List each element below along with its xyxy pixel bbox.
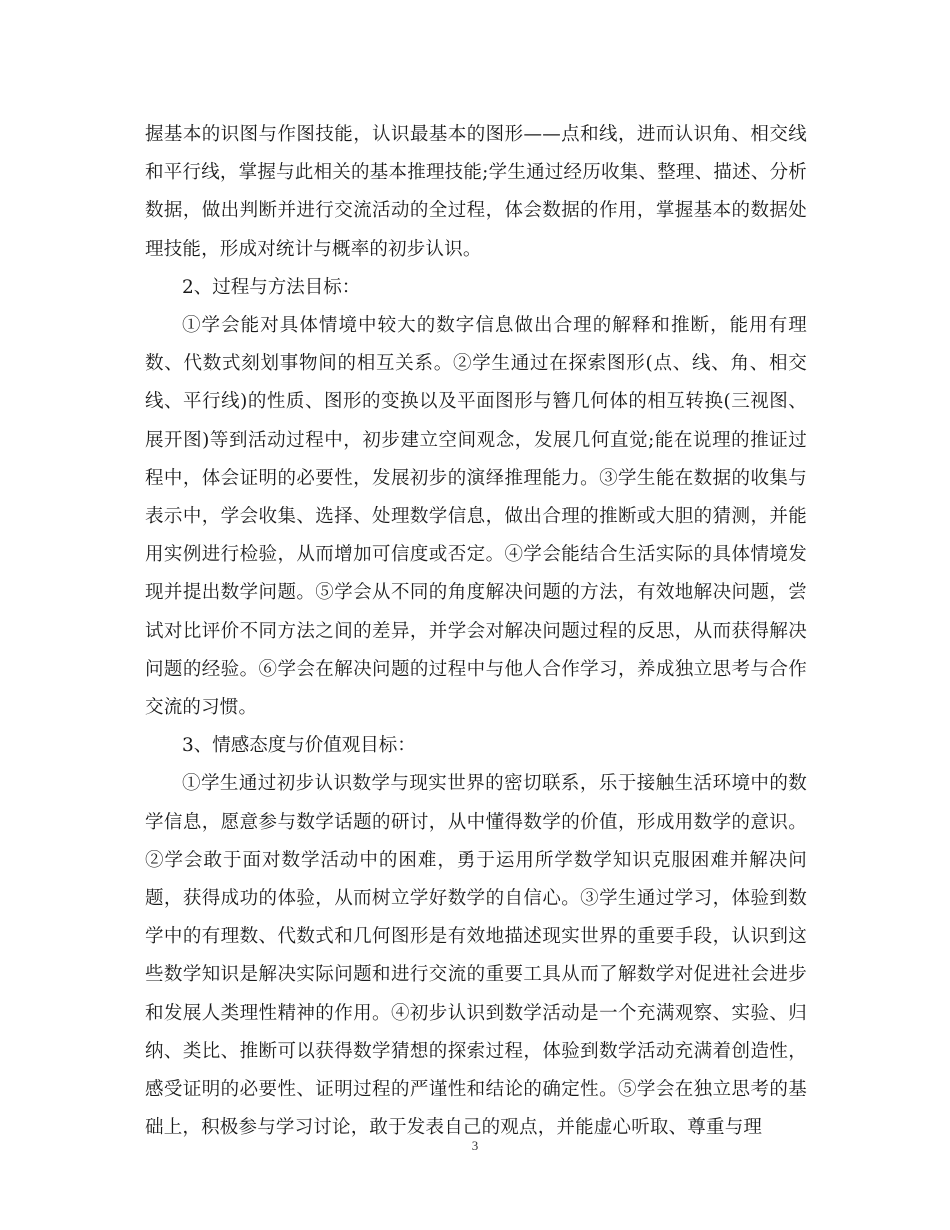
body-paragraph-3: ①学生通过初步认识数学与现实世界的密切联系，乐于接触生活环境中的数学信息，愿意参与数学话题的研讨，从中懂得数学的价值，形成用数学的意识。②学会敢于面对数学活动中的困难，勇于运用所学数学知识克服困难并解决问题，获得成功的体验，从而树立学好数学的自信心。③学生通过学习，体验到数学中的有理数、代数式和几何图形是有效地描述现实世界的重要手段，认识到这些数学知识是解决实际问题和进行交流的重要工具从而了解数学对促进社会进步和发展人类理性精神的作用。④初步认识到数学活动是一个充满观察、实验、归纳、类比、推断可以获得数学猜想的探索过程，体验到数学活动充满着创造性，感受证明的必要性、证明过程的严谨性和结论的确定性。⑤学会在独立思考的基础上，积极参与学习讨论，敢于发表自己的观点，并能虚心听取、尊重与理 [145,773,807,1139]
document-page [145,116,807,1147]
page-number: 3 [471,1138,479,1153]
body-paragraph-1: 握基本的识图与作图技能，认识最基本的图形——点和线，进而认识角、相交线和平行线，掌握与此相关的基本推理技能;学生通过经历收集、整理、描述、分析数据，做出判断并进行交流活动的全过程，体会数据的作用，掌握基本的数据处理技能，形成对统计与概率的初步认识。 [145,124,807,260]
section-heading-emotion-values: 3、情感态度与价值观目标： [182,735,416,757]
section-heading-process-methods: 2、过程与方法目标： [182,276,361,298]
body-paragraph-2: ①学会能对具体情境中较大的数字信息做出合理的解释和推断，能用有理数、代数式刻划事物间的相互关系。②学生通过在探索图形(点、线、角、相交线、平行线)的性质、图形的变换以及平面图形与簪几何体的相互转换(三视图、展开图)等到活动过程中，初步建立空间观念，发展几何直觉;能在说理的推证过程中，体会证明的必要性，发展初步的演绎推理能力。③学生能在数据的收集与表示中，学会收集、选择、处理数学信息，做出合理的推断或大胆的猜测，并能用实例进行检验，从而增加可信度或否定。④学会能结合生活实际的具体情境发现并提出数学问题。⑤学会从不同的角度解决问题的方法，有效地解决问题，尝试对比评价不同方法之间的差异，并学会对解决问题过程的反思，从而获得解决问题的经验。⑥学会在解决问题的过程中与他人合作学习，养成独立思考与合作交流的习惯。 [145,315,807,719]
